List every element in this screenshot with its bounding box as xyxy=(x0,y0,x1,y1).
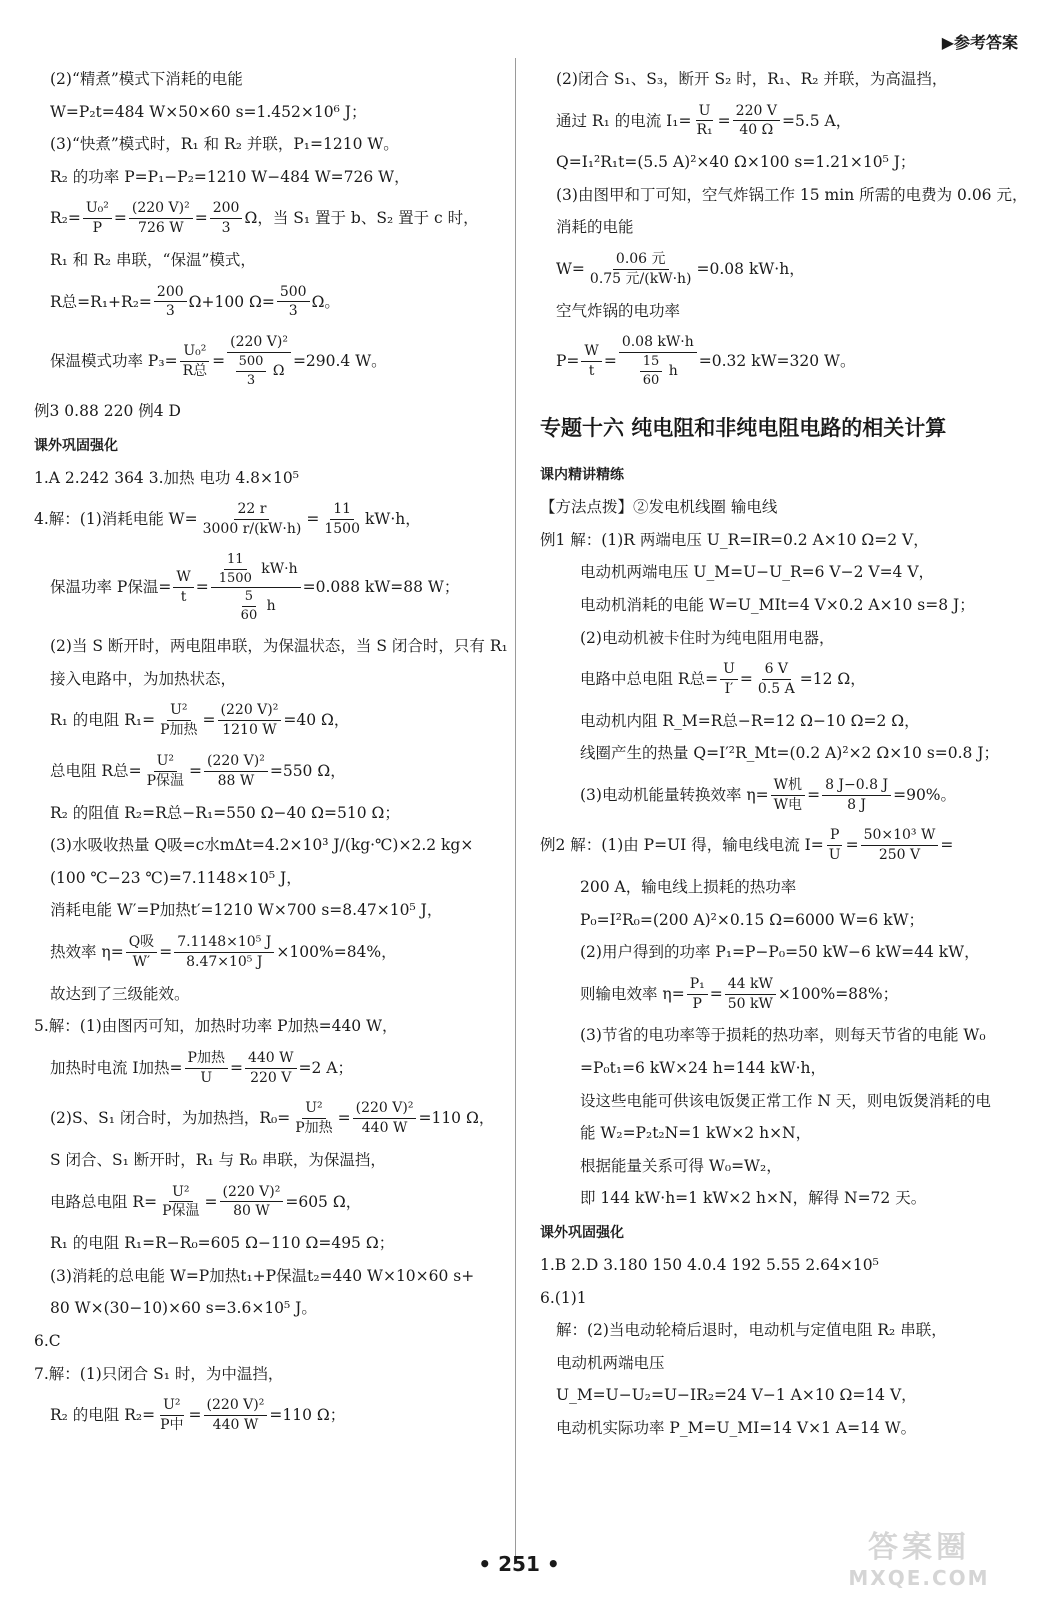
answer-line: 6.(1)1 xyxy=(540,1288,587,1307)
answer-line: 6.C xyxy=(34,1331,61,1350)
fraction: $\frac{P}{U}$ xyxy=(828,827,841,864)
answer-line: (2)当 S 断开时，两电阻串联，为保温状态，当 S 闭合时，只有 R₁ xyxy=(50,637,508,656)
answer-line: R₂ 的功率 P=P₁−P₂=1210 W−484 W=726 W， xyxy=(50,167,410,186)
fraction: 0.08 kW·h $\frac{15}{60}$ h xyxy=(619,334,697,388)
fraction: $\frac{200}{3}$ xyxy=(154,284,187,321)
answer-line: (2)“精煮”模式下消耗的电能 xyxy=(50,70,243,88)
fraction: $\frac{\text{U²}}{\text{P保温}}$ xyxy=(146,753,185,789)
fraction: $\frac{\text{7.1148×10⁵ J}}{\text{8.47×10⁵ J}}$ xyxy=(174,934,274,971)
formula-line: 加热时电流 I加热= $\frac{\text{P加热}}{U}$ = $\frac{440 W}{220 V}$ =2 A； xyxy=(50,1049,354,1086)
formula-line: R₁ 的电阻 R₁= $\frac{\text{U²}}{\text{P加热}}$ = $\frac{\text{(220 V)²}}{1210 W}$ =40 Ω， xyxy=(50,702,350,739)
answer-line: 电动机内阻 R_M=R总−R=12 Ω−10 Ω=2 Ω， xyxy=(580,711,920,730)
formula-line: 则输电效率 η= $\frac{\text{P₁}}{P}$ = $\frac{44 kW}{50 kW}$ ×100%=88%； xyxy=(580,975,899,1012)
fraction: $\frac{\text{(220 V)²}}{88 W}$ xyxy=(204,753,268,790)
formula-line: 电路中总电阻 R总= $\frac{U}{I'}$ = $\frac{6 V}{0.5 A}$ =12 Ω， xyxy=(580,661,866,697)
answer-line: 能 W₂=P₂t₂N=1 kW×2 h×N， xyxy=(580,1124,812,1143)
fraction: $\frac{11}{1500}$ xyxy=(218,551,252,586)
fraction: $\frac{\text{U²}}{\text{P中}}$ xyxy=(160,1397,184,1433)
fraction: $\frac{11}{1500}$ xyxy=(324,501,360,538)
fraction: $\frac{\text{0.06 元}}{\text{0.75 元/(kW·h)}}$ xyxy=(589,250,692,287)
method-tip: 【方法点拨】②发电机线圈 输电线 xyxy=(540,498,778,517)
fraction: $\frac{\text{50×10³ W}}{250 V}$ xyxy=(861,827,939,864)
answer-line: 解：(2)当电动轮椅后退时，电动机与定值电阻 R₂ 串联， xyxy=(556,1321,947,1340)
answer-line: 1.B 2.D 3.180 150 4.0.4 192 5.55 2.64×10⁵ xyxy=(540,1256,879,1275)
fraction: $\frac{\text{U₀²}}{\text{R总}}$ xyxy=(180,343,211,380)
formula-line: 电路总电阻 R= $\frac{\text{U²}}{\text{P保温}}$ = $\frac{\text{(220 V)²}}{80 W}$ =605 Ω， xyxy=(50,1183,362,1220)
fraction: $\frac{W}{t}$ xyxy=(173,569,193,606)
answer-line: (3)“快煮”模式时，R₁ 和 R₂ 并联，P₁=1210 W。 xyxy=(50,135,399,154)
fraction: $\frac{\text{U²}}{\text{P加热}}$ xyxy=(295,1100,333,1137)
fraction: $\frac{8 J-0.8 J}{8 J}$ xyxy=(822,777,891,814)
formula-line: 保温功率 P保温= $\frac{W}{t}$ = $\frac{11}{1500}$ kW·h $\frac{5}{60}$ h =0.088 kW=88 W； xyxy=(50,551,460,623)
fraction: $\frac{6 V}{0.5 A}$ xyxy=(757,661,795,697)
page-number: • 251 • xyxy=(478,1552,560,1576)
answer-line: 电动机消耗的电能 W=U_MIt=4 V×0.2 A×10 s=8 J； xyxy=(580,595,975,614)
fraction: $\frac{5}{60}$ xyxy=(240,589,258,623)
fraction: $\frac{\text{P₁}}{P}$ xyxy=(687,976,708,1013)
watermark-url: MXQE.COM xyxy=(848,1566,990,1590)
answer-line: 例1 解：(1)R 两端电压 U_R=IR=0.2 A×10 Ω=2 V， xyxy=(540,530,929,549)
fraction: $\frac{\text{Q吸}}{W'}$ xyxy=(126,934,157,971)
formula-line: R总=R₁+R₂= $\frac{200}{3}$ Ω+100 Ω= $\frac{500}{3}$ Ω。 xyxy=(50,283,340,320)
fraction: $\frac{\text{U²}}{\text{P加热}}$ xyxy=(160,702,198,739)
formula-line: P= $\frac{W}{t}$ = 0.08 kW·h $\frac{15}{60}$ h =0.32 kW=320 W。 xyxy=(556,334,856,388)
answer-line: (3)消耗的总电能 W=P加热t₁+P保温t₂=440 W×10×60 s+ xyxy=(50,1266,475,1285)
answer-line: 故达到了三级能效。 xyxy=(50,984,190,1003)
fraction: $\frac{W}{t}$ xyxy=(581,343,601,380)
formula-line: 热效率 η= $\frac{\text{Q吸}}{W'}$ = $\frac{\text{7.1148×10⁵ J}}{\text{8.47×10⁵ J}}$ ×100%=84%， xyxy=(50,934,397,970)
section-heading: 课内精讲精练 xyxy=(540,467,624,484)
formula-line: W= $\frac{\text{0.06 元}}{\text{0.75 元/(kW·h)}}$ =0.08 kW·h， xyxy=(556,250,805,287)
answer-line: 设这些电能可供该电饭煲正常工作 N 天，则电饭煲消耗的电 xyxy=(580,1091,991,1110)
section-heading: 课外巩固强化 xyxy=(34,437,118,454)
answer-line: 根据能量关系可得 W₀=W₂， xyxy=(580,1156,782,1175)
answer-line: (3)由图甲和丁可知，空气炸锅工作 15 min 所需的电费为 0.06 元， xyxy=(556,185,1028,204)
fraction: $\frac{440 W}{220 V}$ xyxy=(245,1050,297,1087)
answer-line: 1.A 2.242 364 3.加热 电功 4.8×10⁵ xyxy=(34,468,299,487)
answer-line: R₁ 的电阻 R₁=R−R₀=605 Ω−110 Ω=495 Ω； xyxy=(50,1234,395,1253)
fraction: $\frac{\text{U₀²}}{P}$ xyxy=(83,200,112,237)
fraction: $\frac{500}{3}$ xyxy=(236,354,267,388)
answer-line: 电动机两端电压 U_M=U−U_R=6 V−2 V=4 V， xyxy=(580,563,935,582)
fraction: $\frac{\text{(220 V)²}}{440 W}$ xyxy=(204,1397,268,1434)
answer-line: 7.解：(1)只闭合 S₁ 时，为中温挡， xyxy=(34,1364,284,1383)
answer-line: 电动机两端电压 xyxy=(556,1353,665,1372)
answer-line: 5.解：(1)由图丙可知，加热时功率 P加热=440 W， xyxy=(34,1017,398,1036)
fraction: $\frac{\text{(220 V)²}}{440 W}$ xyxy=(353,1100,417,1137)
answer-line: 即 144 kW·h=1 kW×2 h×N，解得 N=72 天。 xyxy=(580,1189,927,1208)
answer-line: P₀=I²R₀=(200 A)²×0.15 Ω=6000 W=6 kW； xyxy=(580,910,925,929)
formula-line: 通过 R₁ 的电流 I₁= $\frac{U}{\text{R₁}}$ = $\frac{220 V}{40 \Omega}$ =5.5 A， xyxy=(556,102,852,139)
right-column xyxy=(540,60,1028,1452)
fraction: $\frac{\text{U²}}{\text{P保温}}$ xyxy=(162,1183,200,1220)
fraction: $\frac{44 kW}{50 kW}$ xyxy=(725,976,776,1013)
column-divider xyxy=(515,58,516,1558)
answer-line: 消耗的电能 xyxy=(556,218,634,237)
answer-line: S 闭合、S₁ 断开时，R₁ 与 R₀ 串联，为保温挡， xyxy=(50,1151,386,1170)
answer-line: U_M=U−U₂=U−IR₂=24 V−1 A×10 Ω=14 V， xyxy=(556,1386,917,1405)
watermark-logo-text: 答案圈 xyxy=(868,1530,970,1565)
answer-line: R₁ 和 R₂ 串联，“保温”模式， xyxy=(50,250,256,269)
fraction: $\frac{15}{60}$ xyxy=(640,354,663,388)
formula-line: (2)S、S₁ 闭合时，为加热挡，R₀= $\frac{\text{U²}}{\text{P加热}}$ = $\frac{\text{(220 V)²}}{440 W}$ =110 Ω， xyxy=(50,1100,495,1137)
topic-title: 专题十六 纯电阻和非纯电阻电路的相关计算 xyxy=(540,416,947,441)
formula-line: R₂= $\frac{\text{U₀²}}{P}$ = $\frac{\text{(220 V)²}}{726 W}$ = $\frac{200}{3}$ Ω，当 S₁ 置于 b、S₂ 置于 c 时， xyxy=(50,200,479,237)
fraction: $\frac{\text{(220 V)²}}{80 W}$ xyxy=(220,1184,284,1221)
answer-line: (2)闭合 S₁、S₃，断开 S₂ 时，R₁、R₂ 并联，为高温挡， xyxy=(556,70,948,88)
fraction: $\frac{\text{(220 V)²}}{726 W}$ xyxy=(129,200,193,237)
fraction: $\frac{11}{1500}$ kW·h $\frac{5}{60}$ h xyxy=(211,552,301,623)
fraction: $\frac{\text{W机}}{\text{W电}}$ xyxy=(771,777,805,814)
fraction: (220 V)² $\frac{500}{3}$ Ω xyxy=(227,334,291,388)
answer-line: 消耗电能 W′=P加热t′=1210 W×700 s=8.47×10⁵ J， xyxy=(50,901,443,920)
fraction: $\frac{\text{P加热}}{U}$ xyxy=(185,1050,228,1087)
section-header: ▶参考答案 xyxy=(941,33,1018,52)
example-answer: 例3 0.88 220 例4 D xyxy=(34,402,181,421)
fraction: $\frac{220 V}{40 \Omega}$ xyxy=(733,103,780,140)
fraction: $\frac{200}{3}$ xyxy=(210,200,243,237)
fraction: $\frac{22 r}{3000 r/(kW\cdot h)}$ xyxy=(202,501,302,538)
answer-line: 电动机实际功率 P_M=U_MI=14 V×1 A=14 W。 xyxy=(556,1418,917,1437)
answer-line: 线圈产生的热量 Q=I′²R_Mt=(0.2 A)²×2 Ω×10 s=0.8 J； xyxy=(580,744,1000,763)
answer-line: (2)电动机被卡住时为纯电阻用电器， xyxy=(580,628,835,647)
left-column xyxy=(34,60,508,1448)
formula-line: (3)电动机能量转换效率 η= $\frac{\text{W机}}{\text{W电}}$ = $\frac{8 J-0.8 J}{8 J}$ =90%。 xyxy=(580,776,957,813)
answer-line: W=P₂t=484 W×50×60 s=1.452×10⁶ J； xyxy=(50,102,367,121)
answer-line: (100 ℃−23 ℃)=7.1148×10⁵ J， xyxy=(50,868,302,887)
fraction: $\frac{\text{(220 V)²}}{1210 W}$ xyxy=(218,702,282,739)
fraction: $\frac{U}{I'}$ xyxy=(720,661,738,698)
answer-line: (2)用户得到的功率 P₁=P−P₀=50 kW−6 kW=44 kW， xyxy=(580,943,980,962)
formula-line: R₂ 的电阻 R₂= $\frac{\text{U²}}{\text{P中}}$ = $\frac{\text{(220 V)²}}{440 W}$ =110 Ω； xyxy=(50,1397,346,1433)
answer-line: 200 A，输电线上损耗的热功率 xyxy=(580,878,797,897)
fraction: $\frac{U}{\text{R₁}}$ xyxy=(696,102,713,139)
formula-line: 总电阻 R总= $\frac{\text{U²}}{\text{P保温}}$ = $\frac{\text{(220 V)²}}{88 W}$ =550 Ω， xyxy=(50,753,346,789)
answer-line: 接入电路中，为加热状态， xyxy=(50,669,237,688)
answer-line: 80 W×(30−10)×60 s=3.6×10⁵ J。 xyxy=(50,1299,317,1318)
answer-line: Q=I₁²R₁t=(5.5 A)²×40 Ω×100 s=1.21×10⁵ J； xyxy=(556,153,916,172)
watermark-logo xyxy=(824,1522,1014,1592)
answer-line: 空气炸锅的电功率 xyxy=(556,301,681,320)
answer-line: (3)水吸收热量 Q吸=c水mΔt=4.2×10³ J/(kg·℃)×2.2 kg× xyxy=(50,836,474,855)
answer-line: R₂ 的阻值 R₂=R总−R₁=550 Ω−40 Ω=510 Ω； xyxy=(50,803,400,822)
answer-line: =P₀t₁=6 kW×24 h=144 kW·h， xyxy=(580,1059,827,1078)
formula-line: 4.解：(1)消耗电能 W= $\frac{22 r}{3000 r/(kW\cdot h)}$ = $\frac{11}{1500}$ kW·h， xyxy=(34,501,421,538)
formula-line: 例2 解：(1)由 P=UI 得，输电线电流 I= $\frac{P}{U}$ = $\frac{\text{50×10³ W}}{250 V}$ = xyxy=(540,827,954,864)
answer-line: (3)节省的电功率等于损耗的热功率，则每天节省的电能 W₀ xyxy=(580,1026,986,1045)
fraction: $\frac{500}{3}$ xyxy=(277,284,310,321)
formula-line: 保温模式功率 P₃= $\frac{\text{U₀²}}{\text{R总}}$ = (220 V)² $\frac{500}{3}$ Ω =290.4 W。 xyxy=(50,334,387,388)
section-heading: 课外巩固强化 xyxy=(540,1225,624,1242)
